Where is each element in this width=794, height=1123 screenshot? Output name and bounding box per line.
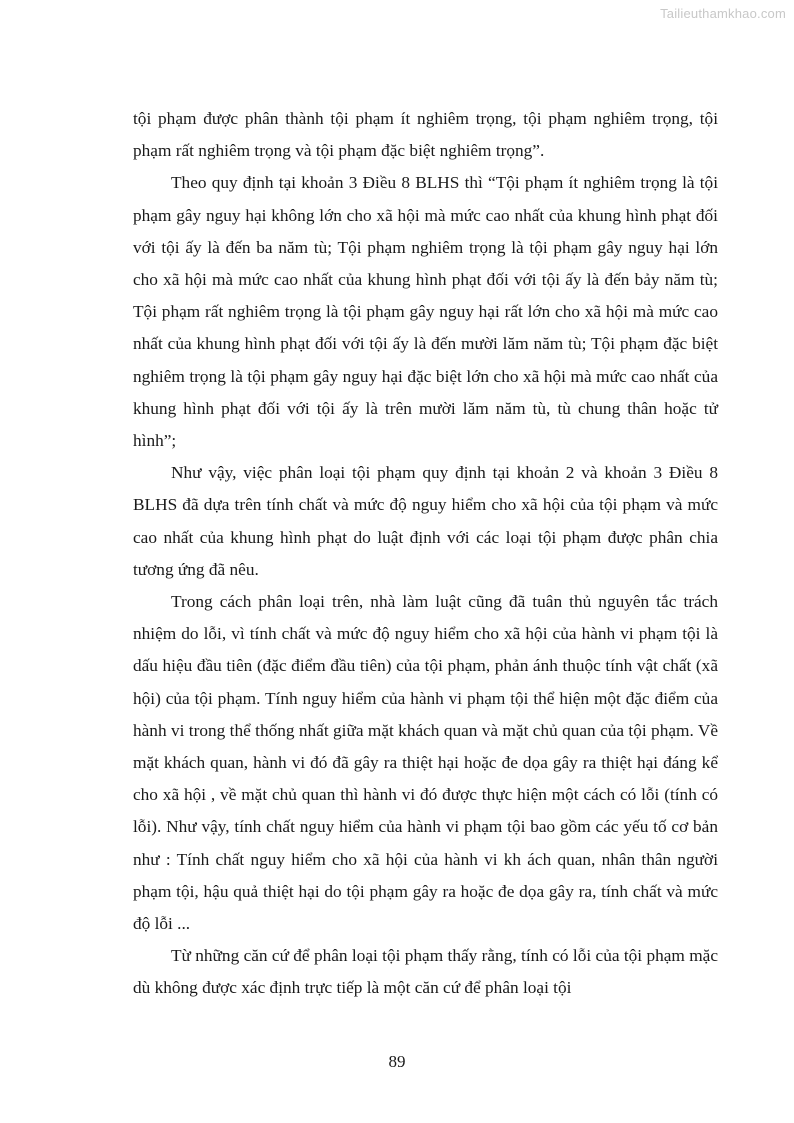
- watermark-text: Tailieuthamkhao.com: [660, 6, 786, 21]
- paragraph-fault-principle: Trong cách phân loại trên, nhà làm luật cũng đã tuân thủ nguyên tắc trách nhiệm do lỗi, vì tính chất và mức độ nguy hiểm cho xã hội của hành vi phạm tội là dấu hiệu đầu tiên (đặc điểm đầu tiên) của tội phạm, phản ánh thuộc tính vật chất (xã hội) của tội phạm. Tính nguy hiểm của hành vi phạm tội thể hiện một đặc điểm của hành vi trong thể thống nhất giữa mặt khách quan và mặt chủ quan của tội phạm. Về mặt khách quan, hành vi đó đã gây ra thiệt hại hoặc đe dọa gây ra thiệt hại đáng kể cho xã hội , về mặt chủ quan thì hành vi đó được thực hiện một cách có lỗi (tính có lỗi). Như vậy, tính chất nguy hiểm của hành vi phạm tội bao gồm các yếu tố cơ bản như : Tính chất nguy hiểm cho xã hội của hành vi kh ách quan, nhân thân người phạm tội, hậu quả thiệt hại do tội phạm gây ra hoặc đe dọa gây ra, tính chất và mức độ lỗi ...: [133, 592, 718, 934]
- paragraph-conclusion: Từ những căn cứ để phân loại tội phạm thấy rằng, tính có lỗi của tội phạm mặc dù không được xác định trực tiếp là một căn cứ để phân loại tội: [133, 946, 718, 998]
- paragraph-continuation: tội phạm được phân thành tội phạm ít nghiêm trọng, tội phạm nghiêm trọng, tội phạm rất nghiêm trọng và tội phạm đặc biệt nghiêm trọng”.: [133, 109, 718, 161]
- document-body: [133, 103, 718, 1005]
- paragraph-classification-summary: Như vậy, việc phân loại tội phạm quy định tại khoản 2 và khoản 3 Điều 8 BLHS đã dựa trên tính chất và mức độ nguy hiểm cho xã hội của tội phạm và mức cao nhất của khung hình phạt do luật định với các loại tội phạm được phân chia tương ứng đã nêu.: [133, 463, 718, 579]
- paragraph-clause-3-quote: Theo quy định tại khoản 3 Điều 8 BLHS thì “Tội phạm ít nghiêm trọng là tội phạm gây nguy hại không lớn cho xã hội mà mức cao nhất của khung hình phạt đối với tội ấy là đến ba năm tù; Tội phạm nghiêm trọng là tội phạm gây nguy hại lớn cho xã hội mà mức cao nhất của khung hình phạt đối với tội ấy là đến bảy năm tù; Tội phạm rất nghiêm trọng là tội phạm gây nguy hại rất lớn cho xã hội mà mức cao nhất của khung hình phạt đối với tội ấy là đến mười lăm năm tù; Tội phạm đặc biệt nghiêm trọng là tội phạm gây nguy hại đặc biệt lớn cho xã hội mà mức cao nhất của khung hình phạt đối với tội ấy là trên mười lăm năm tù, tù chung thân hoặc tử hình”;: [133, 173, 718, 451]
- page-number: 89: [388, 1052, 406, 1071]
